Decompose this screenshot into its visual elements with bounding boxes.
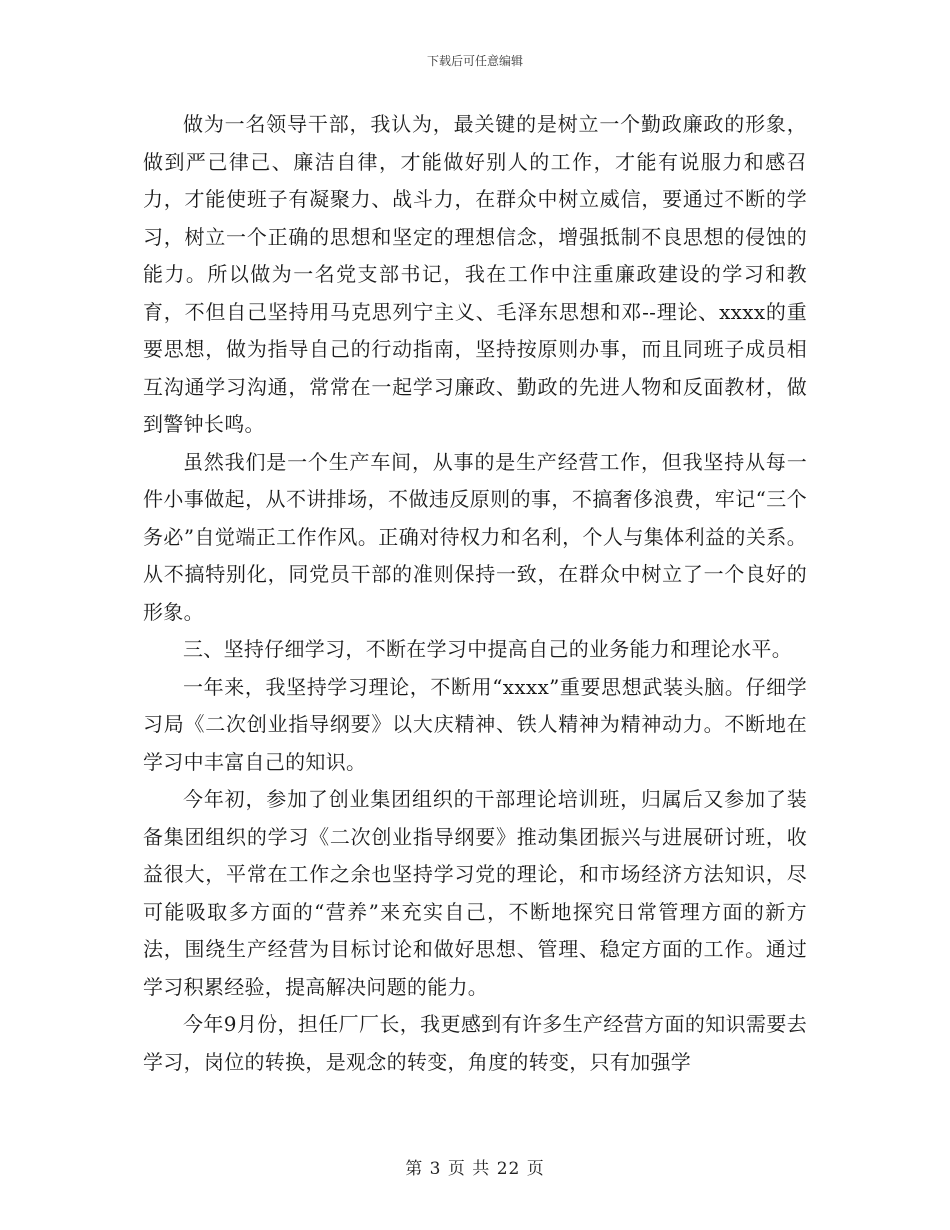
paragraph-3: 三、坚持仔细学习，不断在学习中提高自己的业务能力和理论水平。 [183, 637, 792, 661]
paragraph-6: 今年9月份，担任厂厂长，我更感到有许多生产经营方面的知识需要去学习，岗位的转换，是观念的转变，角度的转变，只有加强学 [143, 1012, 807, 1074]
header-note: 下载后可任意编辑 [426, 54, 523, 68]
paragraph-2: 虽然我们是一个生产车间，从事的是生产经营工作，但我坚持从每一件小事做起，从不讲排场，不做违反原则的事，不搞奢侈浪费，牢记“三个务必”自觉端正工作作风。正确对待权力和名利，个人与集体利益的关系。从不搞特别化，同党员干部的准则保持一致，在群众中树立了一个良好的形象。 [143, 449, 807, 624]
paragraph-5: 今年初，参加了创业集团组织的干部理论培训班，归属后又参加了装备集团组织的学习《二次创业指导纲要》推动集团振兴与进展研讨班，收益很大，平常在工作之余也坚持学习党的理论，和市场经济方法知识，尽可能吸取多方面的“营养”来充实自己，不断地探究日常管理方面的新方法，围绕生产经营为目标讨论和做好思想、管理、稳定方面的工作。通过学习积累经验，提高解决问题的能力。 [143, 787, 807, 999]
page-number: 第 3 页 共 22 页 [405, 1159, 545, 1179]
body-text [143, 106, 807, 1081]
paragraph-1: 做为一名领导干部，我认为，最关键的是树立一个勤政廉政的形象，做到严己律己、廉洁自律，才能做好别人的工作，才能有说服力和感召力，才能使班子有凝聚力、战斗力，在群众中树立威信，要通过不断的学习，树立一个正确的思想和坚定的理想信念，增强抵制不良思想的侵蚀的能力。所以做为一名党支部书记，我在工作中注重廉政建设的学习和教育，不但自己坚持用马克思列宁主义、毛泽东思想和邓--理论、xxxx的重要思想，做为指导自己的行动指南，坚持按原则办事，而且同班子成员相互沟通学习沟通，常常在一起学习廉政、勤政的先进人物和反面教材，做到警钟长鸣。 [143, 112, 807, 436]
paragraph-4: 一年来，我坚持学习理论，不断用“xxxx”重要思想武装头脑。仔细学习局《二次创业指导纲要》以大庆精神、铁人精神为精神动力。不断地在学习中丰富自己的知识。 [143, 674, 807, 774]
